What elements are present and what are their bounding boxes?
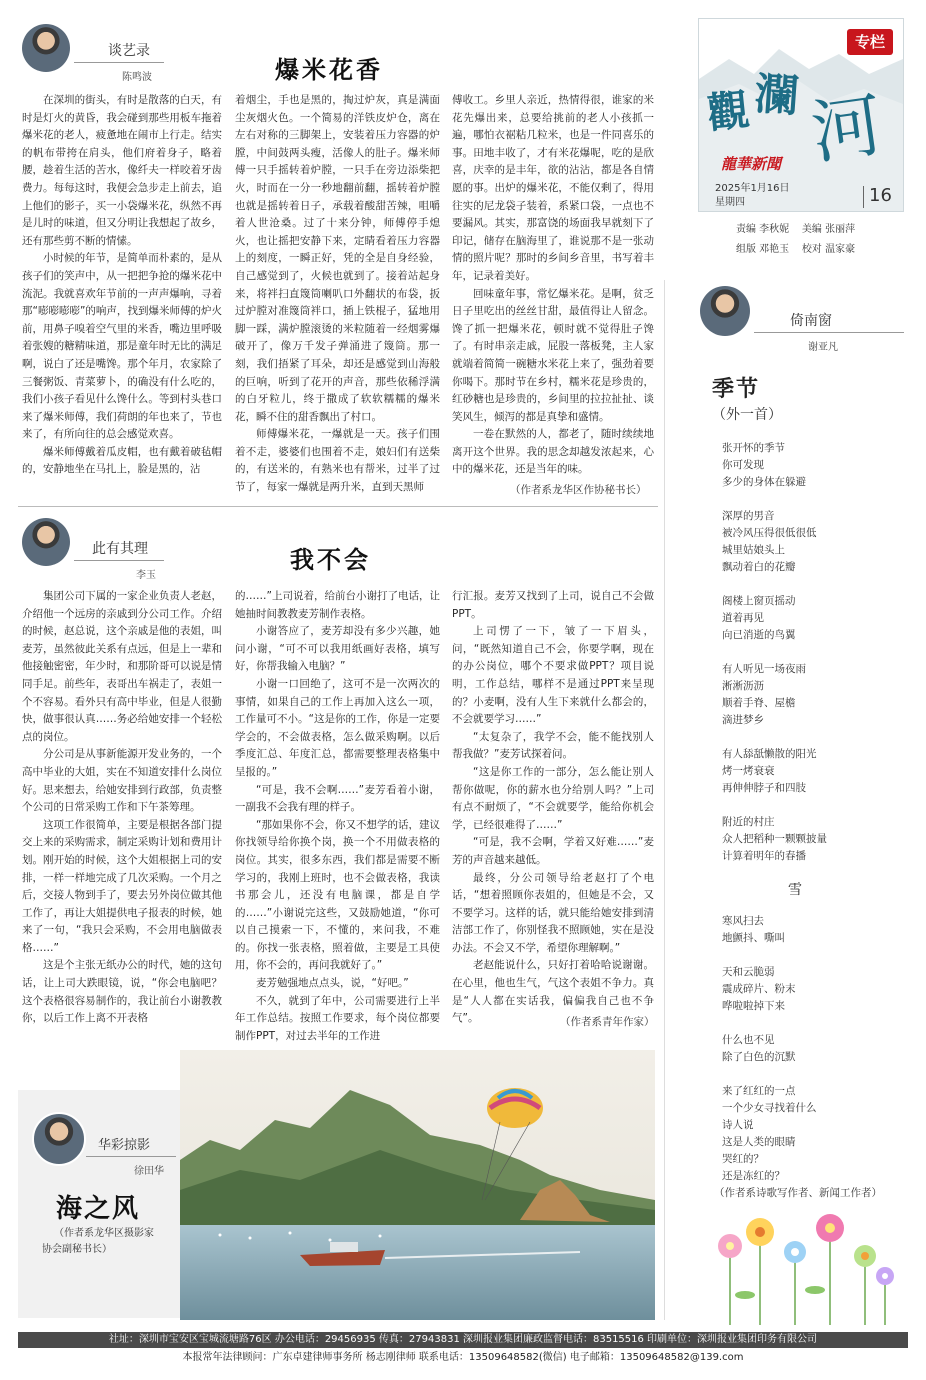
column-name: 此有其理 <box>92 541 148 557</box>
paragraph: 集团公司下属的一家企业负责人老赵，介绍他一个远房的亲戚到分公司工作。介绍的时候，赵总说，这个亲戚是他的表姐，叫麦芳，虽然彼此关系有点远，但是上一辈和他接触密密，年少时，和那阶哥可以说是情同手足。前些年，表哥出车祸走了，表姐一个不容易。看外只有高中毕业，但是人很勤快，做事很认真……务必给她安排一个轻松点的岗位。 <box>22 590 222 743</box>
article2-col1 <box>22 588 222 1030</box>
photo-note-1: （作者系龙华区摄影家 <box>54 1228 154 1239</box>
column-badge: 专栏 <box>847 29 893 55</box>
paragraph: 这项工作很简单，主要是根据各部门提交上来的采购需求，制定采购计划和费用计划。刚开始的时候，这个大姐根据上司的安排，一样一样地完成了几次采购。一个月之后，交接人物到手了，要去另外岗位做其他工作了，再让大姐提供电子报表的时候，她来了一句，“我只会采购，不会用电脑做表格……” <box>22 818 222 954</box>
column-name: 华彩掠影 <box>98 1138 151 1153</box>
paper-name: 龍華新聞 <box>721 155 782 173</box>
poem-line: 还是冻红的？ <box>722 1170 785 1182</box>
photo-title: 海之风 <box>56 1194 141 1224</box>
poem-line: 哗啦啦掉下来 <box>722 1000 785 1012</box>
poem-line: 向已消逝的鸟翼 <box>722 629 796 641</box>
column-underline <box>86 1156 176 1157</box>
author-note: （作者系青年作家） <box>560 1016 655 1028</box>
poem-line: 天和云脆弱 <box>722 966 775 978</box>
paragraph: 爆米师傅戴着瓜皮帽，也有戴着破毡帽的，安静地坐在马扎上，脸是黑的，沾 <box>22 445 222 476</box>
poem-line: 深厚的男音 <box>722 510 775 522</box>
paragraph: “那如果你不会，你又不想学的话，建议你找领导给你换个岗，换一个不用做表格的岗位。其实，很多东西，我们都是需要不断学习的，我刚上班时，也不会做表格，我读书那会儿，还没有电脑课，都是自学的……”小谢说完这些，又鼓励她道，“你可以自己摸索一下，不懂的，来问我，不难的。你找一张表格，照着做，主要是工具使用，你不会的，再问我就好了。” <box>235 818 440 972</box>
poem-line: 众人把稻种一颗颗披量 <box>722 833 827 845</box>
paragraph: 傅收工。乡里人亲近，热情得很，谁家的米花先爆出来，总要给挑前的老人小孩抓一遍，哪怕衣裾粘几粒米，也是一件同喜乐的事。田地丰收了，才有米花爆呢，吃的是欣喜，庆幸的是丰年，欲的沾沾，都是各自情愿的事。出炉的爆米花，不能仅剩了，得用往实的尼龙袋子装着，系紧口袋，一点也不要漏风。其实，那富饶的场面我早就刻下了印记，储存在脑海里了，谁说那不是一张动情的照片呢？那时的乡间乡音里，书写着丰年，记录着美好。 <box>452 94 654 282</box>
editor-credits <box>736 220 916 260</box>
poem-line: 什么也不见 <box>722 1034 775 1046</box>
masthead-box <box>698 18 904 212</box>
poem-line: 道着再见 <box>722 612 764 624</box>
author-portrait <box>32 1112 86 1166</box>
poem2-title: 雪 <box>788 882 802 898</box>
stanza <box>722 593 912 644</box>
poem-line: 多少的身体在躲避 <box>722 476 806 488</box>
paragraph: 小时候的年节，是简单而朴素的，是从孩子们的笑声中，从一把把争抢的爆米花中流泥。我就喜欢年节前的一声声爆响，寻着那“嘭嘭嘭嘭”的响声，找到爆米师傅的炉火前，用鼻子嗅着空气里的米香，嘴边里呼吸着张嫂的糖精味道，那是童年时无比的满足啊，说白了还是嘴馋。那个年月，农家除了三餐粥饭、青菜萝卜，的确没有什么吃的，我们小孩子看见什么馋什么。等到村头巷口来了爆米师傅，我们荷朗的年也来了，节也来了，有所向往的总会感觉欢喜。 <box>22 252 222 441</box>
paragraph: 小谢答应了，麦芳却没有多少兴趣，她问小谢，“可不可以我用纸画好表格，填写好，你帮我输入电脑？” <box>235 625 440 673</box>
paragraph: 上司愣了一下，皱了一下眉头，问，“既然知道自己不会，你要学啊，现在的办公岗位，哪个不要求做PPT？项目说明，工作总结，哪样不是通过PPT来呈现的？小麦啊，没有人生下来就什么都会的，不会就要学习……” <box>452 625 654 726</box>
article1-col2 <box>235 92 440 502</box>
column-name: 谈艺录 <box>108 43 150 59</box>
stanza <box>722 913 912 947</box>
author-name: 谢亚凡 <box>808 342 838 353</box>
poem-line: 地颤抖、嘶叫 <box>722 932 785 944</box>
author-portrait <box>22 24 70 72</box>
issue-date: 2025年1月16日 <box>715 183 790 194</box>
poem-line: 你可发现 <box>722 459 764 471</box>
poem-line: 再伸伸脖子和四肢 <box>722 782 806 794</box>
stanza <box>714 1083 912 1202</box>
author-name: 陈鸣波 <box>122 72 152 83</box>
poem-line: 张开怀的季节 <box>722 442 785 454</box>
poem-line: 滴进梦乡 <box>722 714 764 726</box>
author-name: 李玉 <box>136 570 156 581</box>
editor-art: 美编 张丽萍 <box>801 224 856 235</box>
stanza <box>722 440 912 491</box>
stanza <box>722 1032 912 1066</box>
column-divider <box>664 280 665 1320</box>
article1-col1 <box>22 92 222 502</box>
poem-line: 有人舔舐懒散的阳光 <box>722 748 817 760</box>
footer-bar: 社址：深圳市宝安区宝城流塘路76区 办公电话：29456935 传真：27943831 深圳报业集团廉政监督电话：83515516 印刷单位：深圳报业集团印务有限公司 <box>18 1332 908 1348</box>
poem-line: 飘动着白的花瓣 <box>722 561 796 573</box>
author-name: 徐田华 <box>134 1166 164 1177</box>
paragraph: 师傅爆米花，一爆就是一天。孩子们围着不走，婆婆们也围着不走，娘妇们有送柴的，有送米的，有熟米也有帮米，过半了过节了，每家一爆就是两升米，直到天黑师 <box>235 428 440 494</box>
editor-chief: 责编 李秋妮 <box>736 224 790 235</box>
paragraph: “太复杂了，我学不会，能不能找别人帮我做？”麦芳试探着问。 <box>452 730 654 761</box>
paragraph: 的……”上司说着，给前台小谢打了电话，让她抽时间教教麦芳制作表格。 <box>235 590 440 620</box>
poem-subtitle: （外一首） <box>712 407 782 423</box>
stanza <box>722 964 912 1015</box>
poem-line: 除了白色的沉默 <box>722 1051 796 1063</box>
photo-note-2: 协会副秘书长） <box>42 1244 112 1255</box>
article-title: 我不会 <box>290 545 371 574</box>
paragraph: 行汇报。麦芳又找到了上司，说自己不会做PPT。 <box>452 590 654 620</box>
author-note: （作者系龙华区作协秘书长） <box>510 484 647 496</box>
poem-line: 寒风扫去 <box>722 915 764 927</box>
poem-line: 震成碎片、粉末 <box>722 983 796 995</box>
masthead-char-2: 瀾 <box>752 68 801 123</box>
poem-line: 阁楼上窗页摇动 <box>722 595 796 607</box>
paragraph: 最终，分公司领导给老赵打了个电话，“想着照顾你表姐的，但她是不会，又不要学习。这样的话，就只能给她安排到清洁部工作了，你别怪我不照顾她，实在是没办法。不会又不学，希望你理解啊。” <box>452 871 654 954</box>
paragraph: 麦芳勉强地点点头，说，“好吧。” <box>256 977 409 990</box>
editor-layout: 组版 邓艳玉 <box>736 244 790 255</box>
paragraph: 分公司是从事新能源开发业务的，一个高中毕业的大姐，实在不知道安排什么岗位好。思来想去，给她安排到行政部，负责整个公司的日常采购工作和下午茶筹理。 <box>22 748 222 814</box>
page-number-rule <box>863 186 864 208</box>
stanza <box>722 746 912 797</box>
paragraph: 不久，就到了年中，公司需要进行上半年工作总结。按照工作要求，每个岗位都要制作PPT，对过去半年的工作进 <box>235 994 440 1042</box>
article2-col2 <box>235 588 440 1042</box>
column-underline <box>74 560 164 561</box>
stanza <box>722 661 912 729</box>
poem-line: 来了红红的一点 <box>722 1085 796 1097</box>
stanza <box>722 508 912 576</box>
poem-line: 烤一烤衰衰 <box>722 765 775 777</box>
poem-line: 顺着手脊、屋檐 <box>722 697 796 709</box>
paragraph: 这是个主张无纸办公的时代，她的这句话，让上司大跌眼镜，说，“你会电脑吧？这个表格很容易制作的，我让前台小谢教教你，以后工作上离不开表格 <box>22 959 222 1025</box>
poem-line: 有人听见一场夜雨 <box>722 663 806 675</box>
poem-line: （作者系诗歌写作者、新闻工作者） <box>714 1187 882 1199</box>
editor-proof: 校对 温家豪 <box>801 244 856 255</box>
author-portrait <box>22 518 70 566</box>
poem-line: 附近的村庄 <box>722 816 775 828</box>
poem-title: 季节 <box>712 376 761 402</box>
section-divider <box>18 506 658 507</box>
paragraph: 小谢一口回绝了，这可不是一次两次的事情，如果自己的工作上再加入这么一项，工作量可不小。“这是你的工作，你是一定要学会的，不会做表格，怎么做采购啊。以后季度汇总、年度汇总，都需要整理表格集中呈报的。” <box>235 677 440 778</box>
issue-weekday: 星期四 <box>715 197 745 208</box>
poem-line: 诗人说 <box>722 1119 754 1131</box>
poem-line: 一个少女寻找着什么 <box>722 1102 817 1114</box>
poem-line: 计算着明年的春播 <box>722 850 806 862</box>
poem-line: 哭红的？ <box>722 1153 764 1165</box>
poem-line: 城里姑娘头上 <box>722 544 785 556</box>
paragraph: “可是，我不会啊，学着又好难……”麦芳的声音越来越低。 <box>452 836 654 866</box>
column-name: 倚南窗 <box>790 313 832 329</box>
paragraph: 回味童年事，常忆爆米花。是啊，贫乏日子里吃出的丝丝甘甜，最值得让人留念。馋了抓一把爆米花，顿时就不觉得肚子馋了。有时串亲走戚，屁股一落板凳，主人家就端着简简一碗糖水米花上来了，强劲着要你喝下。那时节在乡村，糯米花是珍贵的，红砂糖也是珍贵的，乡间里的拉拉扯扯、谈笑风生，倾泻的都是真挚和盛情。 <box>452 287 654 423</box>
poem-line: 被冷风压得很低很低 <box>722 527 817 539</box>
paragraph: “可是，我不会啊……”麦芳看着小谢，一副我不会我有理的样子。 <box>235 783 440 814</box>
footer-legal: 本报常年法律顾问：广东卓建律师事务所 杨志刚律师 联系电话：13509648582(微信) 电子邮箱：13509648582@139.com <box>182 1352 744 1363</box>
paragraph: “这是你工作的一部分，怎么能让别人帮你做呢，你的薪水也分给别人吗？”上司有点不耐烦了，“不会就要学，能给你机会学，已经很难得了……” <box>452 765 654 831</box>
article1-col3 <box>452 92 654 484</box>
article-title: 爆米花香 <box>275 55 383 84</box>
masthead-char-3: 河 <box>806 83 888 175</box>
flower-illustration <box>700 1210 900 1325</box>
paragraph: 着烟尘，手也是黑的，掏过炉灰，真是满面尘灰烟火色。一个简易的洋铁皮炉仓，离在左右对称的三脚架上，安装着压力容器的炉膛，中间鼓两头瘦，活像人的肚子。爆米师傅一只手摇转着炉膛，一只手在旁边添柴把火，时而在一分一秒地翻前翻，摇转着炉膛也就是摇转着日子，承载着酸甜苦辣，咀嚼着人世沧桑。过了十来分钟，师傅停手熄火，也让摇把安静下来，定睛看着压力容器上的刻度，一瞬正好，凭的全是自身经验，自己感觉到了，火候也就到了。接着站起身来，将袢扫直篾筒喇叭口外翻状的布袋，扳过炉膛对准篾筒袢口，插上铁棍子，猛地用脚一踩，满炉膛滚烫的米粒随着一经烟雾爆破开了，像万千发子弹涌进了篾筒。那一刻，我们捂紧了耳朵，却还是感觉到山海般的巨响，听到了花开的声音，那些依稀浮满的白牙粒儿，终于撒成了软软糯糯的爆米花，瞬不住的甜香飘出了村口。 <box>235 94 440 423</box>
column-underline <box>74 62 164 63</box>
paragraph: 在深圳的街头，有时是散落的白天，有时是灯火的黄昏，我会碰到那些用板车拖着爆米花的老人，疲惫地在闹市上行走。结实的帆布带挎在肩头，他们府着身子，略着腰，趁着生活的苦水，像纤夫一样咬着牙齿费力。每每这时，我便会急步走上前去，追上他们的影子，买一小袋爆米花，纵然不再是儿时的味道，但又分明让我想起了故乡，还有那些剪不断的情愫。 <box>22 94 222 247</box>
paragraph: 一卷在默然的人，都老了，随时续续地离开这个世界。我的思念却越发浓起来，心中的爆米花，还是当年的味。 <box>452 428 654 476</box>
poem-line: 这是人类的眼睛 <box>722 1136 796 1148</box>
poem-body <box>714 440 912 1202</box>
page-number: 16 <box>869 185 892 206</box>
poem-line: 淅淅沥沥 <box>722 680 764 692</box>
author-portrait <box>700 286 750 336</box>
paragraph: 老赵能说什么，只好打着哈哈说谢谢。在心里，他也生气，气这个表姐不争力。真是“人人都在实话我，偏偏我自己也不争气”。 <box>452 959 654 1025</box>
masthead-char-1: 觀 <box>704 84 752 139</box>
column-underline <box>754 332 904 333</box>
seascape-photo <box>180 1050 655 1320</box>
stanza <box>722 814 912 865</box>
